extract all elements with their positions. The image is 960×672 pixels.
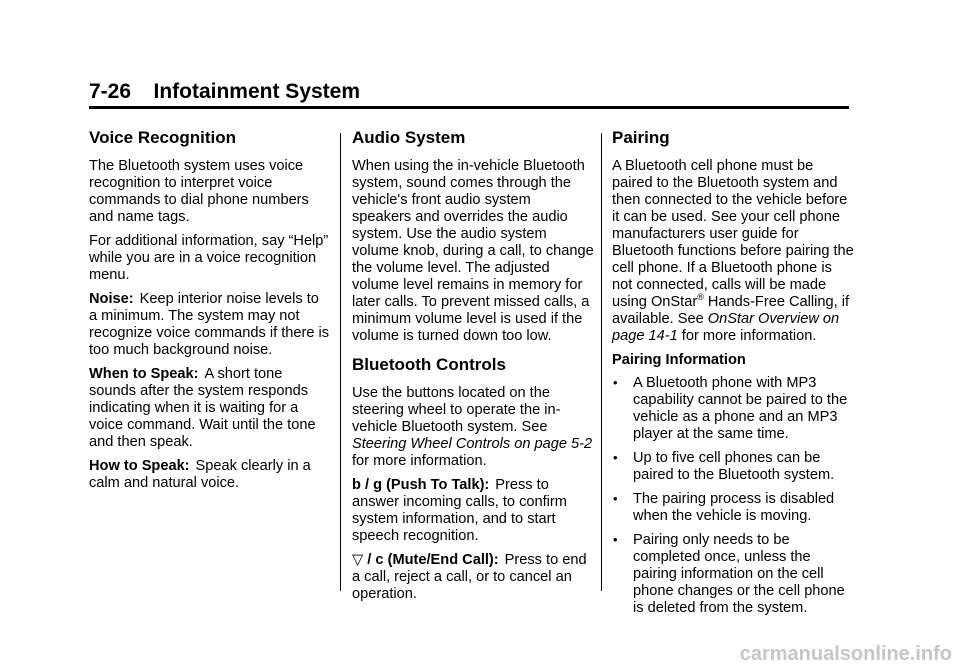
subheading-pairing-information: Pairing Information xyxy=(612,352,746,368)
term-how-text: Speak clearly in a calm and natural voice. xyxy=(89,458,311,491)
paragraph-mute-end-call xyxy=(352,552,594,603)
bullet-icon: • xyxy=(613,532,618,547)
term-noise-text: Keep interior noise levels to a minimum. The system may not recognize voice commands if there is too much background noise. xyxy=(89,291,330,358)
page-title: Infotainment System xyxy=(153,80,361,103)
term-noise: Noise: xyxy=(89,291,134,307)
column-audio-system xyxy=(352,128,594,610)
list-item xyxy=(612,491,854,525)
pairing-text-mid: Hands-Free Calling, if available. See xyxy=(612,294,850,327)
watermark: carmanualsonline.info xyxy=(739,643,952,665)
section-heading-audio-system: Audio System xyxy=(352,128,466,147)
column-divider-1 xyxy=(340,133,341,591)
list-item xyxy=(612,450,854,484)
cross-reference-link[interactable]: OnStar Overview on page 14-1 xyxy=(612,311,840,344)
list-item xyxy=(612,375,854,443)
push-to-talk-icon: b / g xyxy=(352,477,382,493)
column-voice-recognition xyxy=(89,128,331,499)
term-when-text: A short tone sounds after the system responds indicating when it is waiting for a voice command. Wait until the tone and then speak. xyxy=(89,366,316,450)
bullet-icon: • xyxy=(613,491,618,506)
bullet-icon: • xyxy=(613,375,618,390)
list-item-text: A Bluetooth phone with MP3 capability cannot be paired to the vehicle as a phone and an MP3 player at the same time. xyxy=(633,375,848,442)
paragraph: When using the in-vehicle Bluetooth system, sound comes through the vehicle's front audio system speakers and overrides the audio system. Use the audio system volume knob, during a call, to change the volume level. The adjusted volume level remains in memory for later calls. To prevent missed calls, a minimum volume level is used if the volume is turned down too low. xyxy=(352,158,594,344)
controls-text: Use the buttons located on the steering wheel to operate the in-vehicle Bluetooth system. See xyxy=(352,385,561,435)
section-heading-pairing: Pairing xyxy=(612,128,670,147)
section-heading-voice-recognition: Voice Recognition xyxy=(89,128,237,147)
list-item xyxy=(612,532,854,617)
term-ptt-text: Press to answer incoming calls, to confirm system information, and to start speech recognition. xyxy=(352,477,567,544)
column-divider-2 xyxy=(601,133,602,591)
section-heading-bluetooth-controls: Bluetooth Controls xyxy=(352,355,506,374)
pairing-text-end: for more information. xyxy=(681,328,817,344)
controls-text-end: for more information. xyxy=(352,453,487,469)
list-item-text: Pairing only needs to be completed once, unless the pairing information on the cell phone changes or the cell phone is deleted from the system. xyxy=(633,532,845,616)
bullet-icon: • xyxy=(613,450,618,465)
paragraph-how-to-speak xyxy=(89,458,331,492)
term-mute-end-call: (Mute/End Call): xyxy=(387,552,499,568)
column-pairing xyxy=(612,128,854,624)
term-mute-text: Press to end a call, reject a call, or to cancel an operation. xyxy=(352,552,587,602)
term-how-to-speak: How to Speak: xyxy=(89,458,190,474)
mute-end-call-icon: ▽ / c xyxy=(352,552,384,568)
paragraph-when-to-speak xyxy=(89,366,331,451)
term-when-to-speak: When to Speak: xyxy=(89,366,199,382)
paragraph-push-to-talk xyxy=(352,477,594,545)
paragraph: For additional information, say “Help” while you are in a voice recognition menu. xyxy=(89,233,329,283)
list-item-text: Up to five cell phones can be paired to the Bluetooth system. xyxy=(633,450,835,483)
page-number: 7-26 xyxy=(89,80,132,103)
pairing-text: A Bluetooth cell phone must be paired to the Bluetooth system and then connected to the vehicle before it can be used. See your cell phone manufacturers user guide for Bluetooth functions before pairing the cell phone. If a Bluetooth phone is not connected, calls will be made using OnStar xyxy=(612,158,854,310)
paragraph: The Bluetooth system uses voice recognition to interpret voice commands to dial phone numbers and name tags. xyxy=(89,158,309,225)
paragraph-pairing xyxy=(612,158,854,345)
page-header xyxy=(89,78,849,109)
term-push-to-talk: (Push To Talk): xyxy=(386,477,490,493)
paragraph-noise xyxy=(89,291,331,359)
list-item-text: The pairing process is disabled when the vehicle is moving. xyxy=(633,491,835,524)
pairing-info-list xyxy=(612,375,854,617)
paragraph-controls xyxy=(352,385,594,470)
registered-mark: ® xyxy=(697,292,704,303)
cross-reference-link[interactable]: Steering Wheel Controls on page 5-2 xyxy=(352,436,593,452)
